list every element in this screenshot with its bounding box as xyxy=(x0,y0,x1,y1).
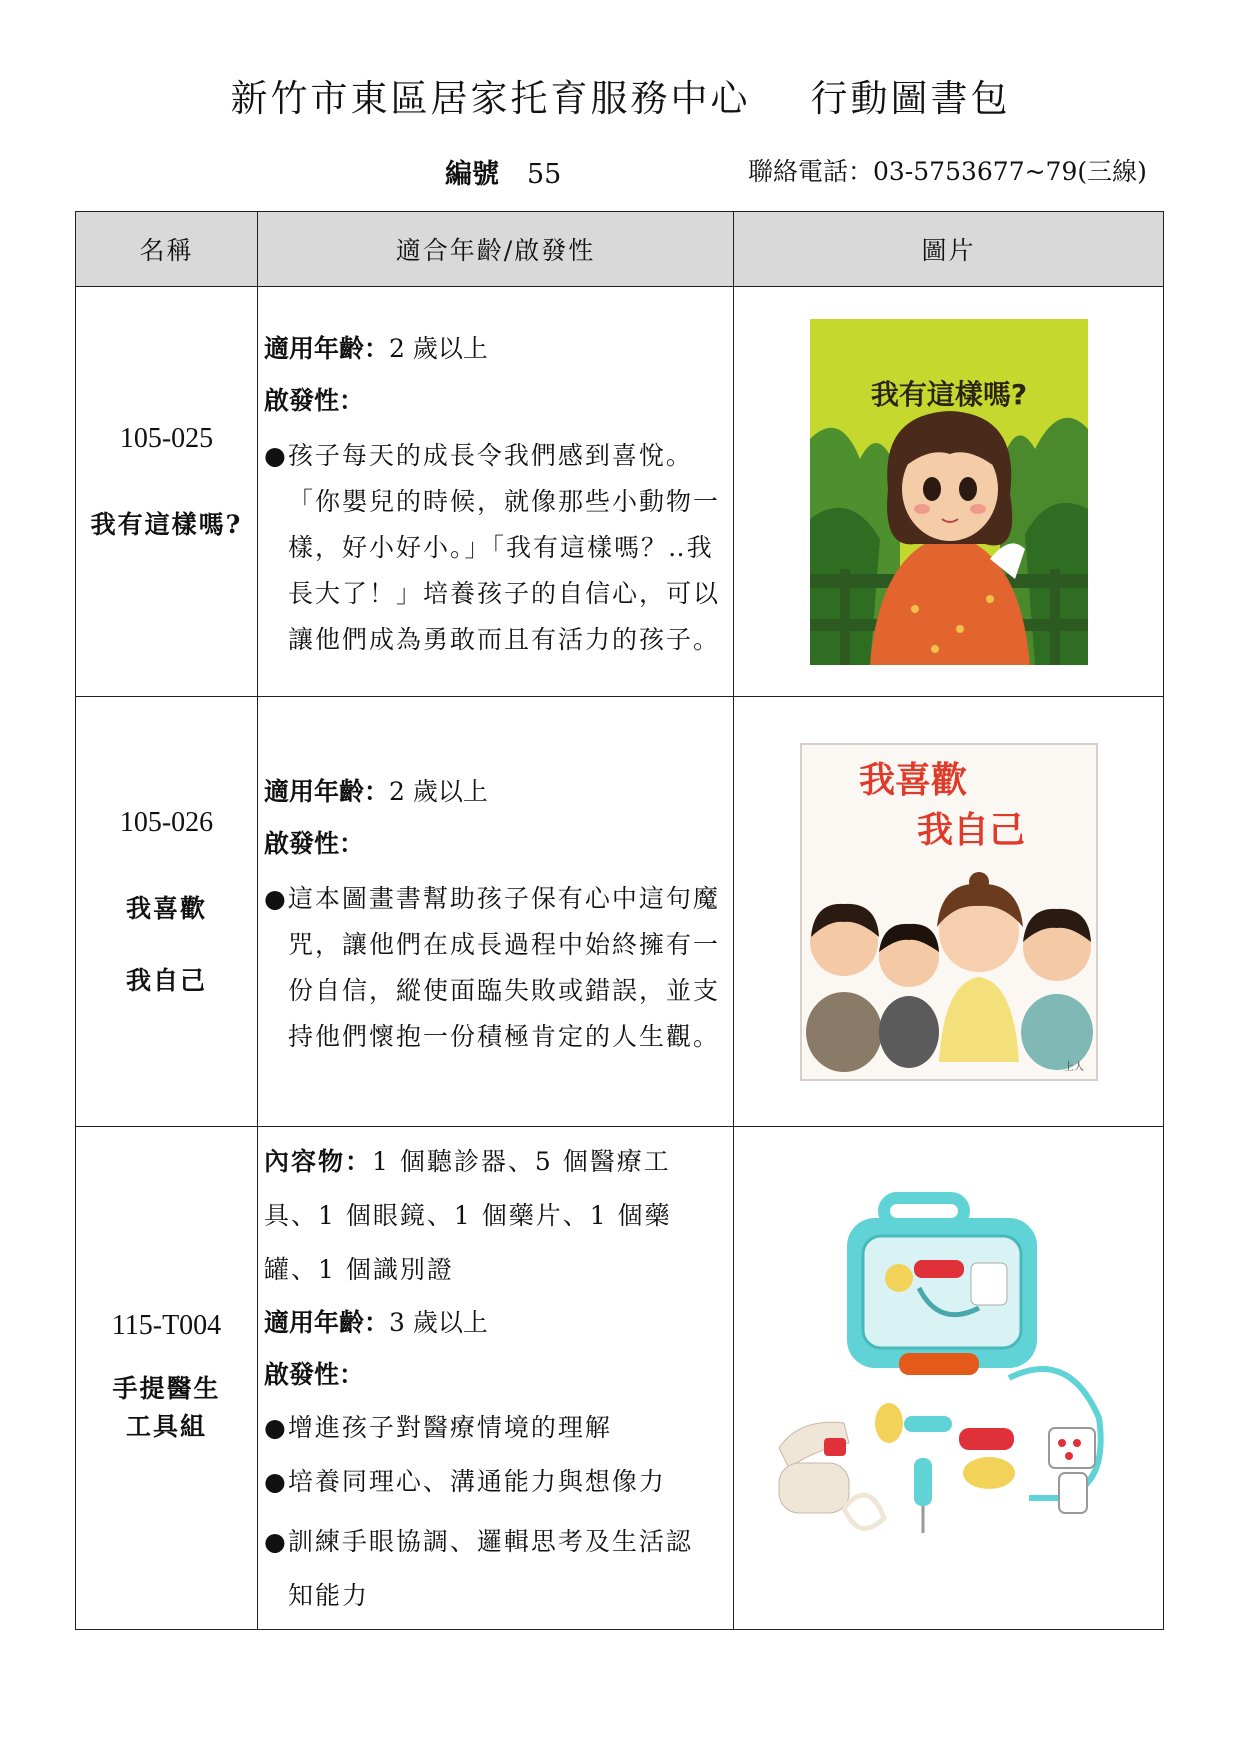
table-header-row xyxy=(76,212,1164,287)
cover-title: 我有這樣嗎? xyxy=(870,377,1027,411)
contents-value: 1 個聽診器、5 個醫療工具、1 個眼鏡、1 個藥片、1 個藥罐、1 個識別證 xyxy=(264,1147,672,1284)
serial xyxy=(445,152,561,191)
item-name-cell xyxy=(76,1127,258,1630)
doc-title: 行動圖書包 xyxy=(810,77,1011,120)
age-label: 適用年齡： xyxy=(264,333,390,363)
item-name-line2: 我自己 xyxy=(125,965,207,995)
item-desc-cell xyxy=(258,697,734,1127)
item-name-line1: 手提醫生 xyxy=(112,1374,221,1403)
age-label: 適用年齡： xyxy=(264,776,390,806)
bullet-item: ●培養同理心、溝通能力與想像力 xyxy=(264,1467,666,1496)
item-name: 我有這樣嗎? xyxy=(90,509,243,539)
table-row xyxy=(76,287,1164,697)
book-cover-image xyxy=(799,742,1099,1082)
insight-label: 啟發性： xyxy=(264,1360,365,1389)
phone: 聯絡電話：03-5753677~79(三線) xyxy=(748,157,1147,186)
header-age: 適合年齡/啟發性 xyxy=(258,212,734,287)
cover-title-line2: 我自己 xyxy=(916,809,1025,851)
item-table xyxy=(75,211,1164,1630)
svg-text:上人: 上人 xyxy=(1063,1061,1084,1073)
item-picture-cell xyxy=(734,697,1164,1127)
item-desc-cell xyxy=(258,287,734,697)
org-name: 新竹市東區居家托育服務中心 xyxy=(230,77,751,120)
page-title xyxy=(0,68,1241,122)
bullet-item: ●增進孩子對醫療情境的理解 xyxy=(264,1413,612,1442)
doctor-kit-image xyxy=(759,1188,1139,1568)
contents-label: 內容物： xyxy=(264,1147,373,1176)
insight-text: ●這本圖畫書幫助孩子保有心中這句魔咒，讓他們在成長過程中始終擁有一份自信，縱使面臨失敗或錯誤，並支持他們懷抱一份積極肯定的人生觀。 xyxy=(264,883,721,1051)
insight-label: 啟發性： xyxy=(264,385,365,415)
item-code: 115-T004 xyxy=(111,1310,222,1341)
item-name-cell xyxy=(76,697,258,1127)
table-row xyxy=(76,697,1164,1127)
age-value: 2 歲以上 xyxy=(389,776,488,806)
item-picture-cell xyxy=(734,287,1164,697)
item-code: 105-025 xyxy=(119,422,214,454)
item-picture-cell xyxy=(734,1127,1164,1630)
age-value: 3 歲以上 xyxy=(389,1308,488,1337)
table-row xyxy=(76,1127,1164,1630)
item-name-line1: 我喜歡 xyxy=(125,893,207,923)
header-picture: 圖片 xyxy=(734,212,1164,287)
serial-number: 55 xyxy=(527,159,562,190)
insight-label: 啟發性： xyxy=(264,828,365,858)
cover-title-line1: 我喜歡 xyxy=(858,759,967,801)
insight-text: ●孩子每天的成長令我們感到喜悅。「你嬰兒的時候，就像那些小動物一樣，好小好小。」「我有這樣嗎？‥我長大了！」培養孩子的自信心，可以讓他們成為勇敢而且有活力的孩子。 xyxy=(264,440,721,654)
item-name-line2: 工具組 xyxy=(125,1412,207,1441)
serial-label: 編號 xyxy=(445,159,499,190)
item-code: 105-026 xyxy=(119,806,214,838)
age-label: 適用年齡： xyxy=(264,1308,390,1337)
book-cover-image xyxy=(810,319,1088,665)
age-value: 2 歲以上 xyxy=(389,333,488,363)
item-name-cell xyxy=(76,287,258,697)
item-desc-cell xyxy=(258,1127,734,1630)
header-name: 名稱 xyxy=(76,212,258,287)
bullet-item: ●訓練手眼協調、邏輯思考及生活認知能力 xyxy=(264,1527,693,1610)
